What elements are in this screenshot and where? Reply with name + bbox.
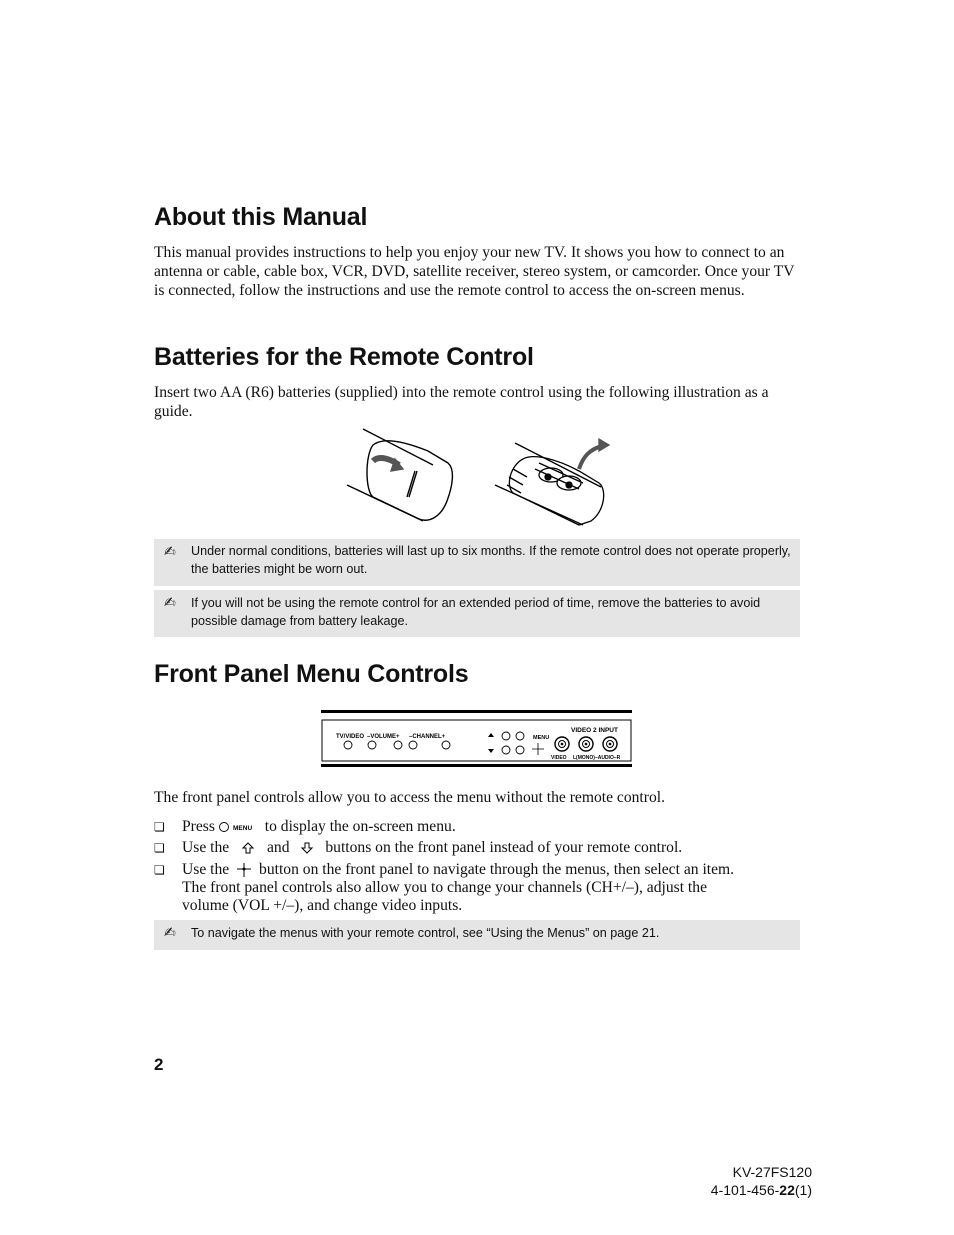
panel-label-volume: –VOLUME+ — [367, 734, 400, 740]
volume-down-button — [368, 741, 376, 749]
about-heading: About this Manual — [154, 203, 368, 231]
checkbox-bullet-icon: ❏ — [154, 841, 165, 855]
part-number: 4-101-456-22(1) — [710, 1182, 812, 1198]
about-body: This manual provides instructions to help you enjoy your new TV. It shows you how to connect to an antenna or cable, cable box, VCR, DVD, satellite receiver, stereo system, or camcorder. Once your TV is connected, follow the instructions and use the remote control to access the on-screen menus. — [154, 244, 795, 299]
panel-label-video2-input: VIDEO 2 INPUT — [571, 727, 618, 734]
note-navigate-menus-text: To navigate the menus with your remote control, see “Using the Menus” on page 21. — [191, 926, 660, 940]
pencil-note-icon: ✍ — [164, 595, 176, 611]
enter-crosshair-icon — [233, 862, 255, 878]
panel-label-audio: L(MONO)–AUDIO–R — [573, 755, 621, 761]
front-panel-diagram — [319, 707, 635, 771]
channel-up-button — [442, 741, 450, 749]
note-battery-removal — [154, 590, 800, 637]
remote-battery-compartment-figure — [495, 439, 609, 525]
pencil-note-icon: ✍ — [164, 544, 176, 560]
front-panel-body: The front panel controls allow you to access the menu without the remote control. — [154, 789, 665, 806]
panel-label-tv-video: TV/VIDEO — [336, 734, 365, 740]
tv-video-button — [344, 741, 352, 749]
panel-label-menu: MENU — [533, 735, 550, 741]
note-battery-removal-text: If you will not be using the remote control for an extended period of time, remove the batteries to avoid possible damage from battery leakage. — [191, 596, 761, 628]
front-panel-heading: Front Panel Menu Controls — [154, 660, 469, 688]
volume-up-button — [394, 741, 402, 749]
panel-label-channel: –CHANNEL+ — [409, 734, 446, 740]
model-number: KV-27FS120 — [732, 1164, 812, 1180]
batteries-body: Insert two AA (R6) batteries (supplied) into the remote control using the following illustration as a guide. — [154, 384, 769, 420]
down-arrow-icon — [293, 841, 321, 855]
checkbox-bullet-icon: ❏ — [154, 820, 165, 834]
panel-left-button — [516, 732, 524, 740]
panel-label-video: VIDEO — [551, 755, 567, 761]
note-battery-life-text: Under normal conditions, batteries will last up to six months. If the remote control does not operate properly, the batteries might be worn out. — [191, 544, 791, 576]
up-arrow-icon — [233, 841, 263, 855]
checkbox-bullet-icon: ❏ — [154, 863, 165, 877]
remote-back-cover-figure — [347, 429, 452, 521]
batteries-heading: Batteries for the Remote Control — [154, 343, 534, 371]
battery-illustration — [343, 425, 613, 530]
note-battery-life — [154, 539, 800, 586]
panel-arrow-icons — [488, 733, 494, 753]
svg-text:MENU: MENU — [232, 825, 252, 833]
panel-enter-icon — [532, 743, 544, 755]
panel-up-button — [502, 732, 510, 740]
channel-down-button — [409, 741, 417, 749]
panel-menu-button — [516, 746, 524, 754]
note-navigate-menus — [154, 920, 800, 950]
menu-button-icon — [219, 821, 261, 833]
page-number: 2 — [154, 1055, 164, 1074]
footer-codes — [711, 1163, 812, 1199]
pencil-note-icon: ✍ — [164, 925, 176, 941]
panel-down-button — [502, 746, 510, 754]
